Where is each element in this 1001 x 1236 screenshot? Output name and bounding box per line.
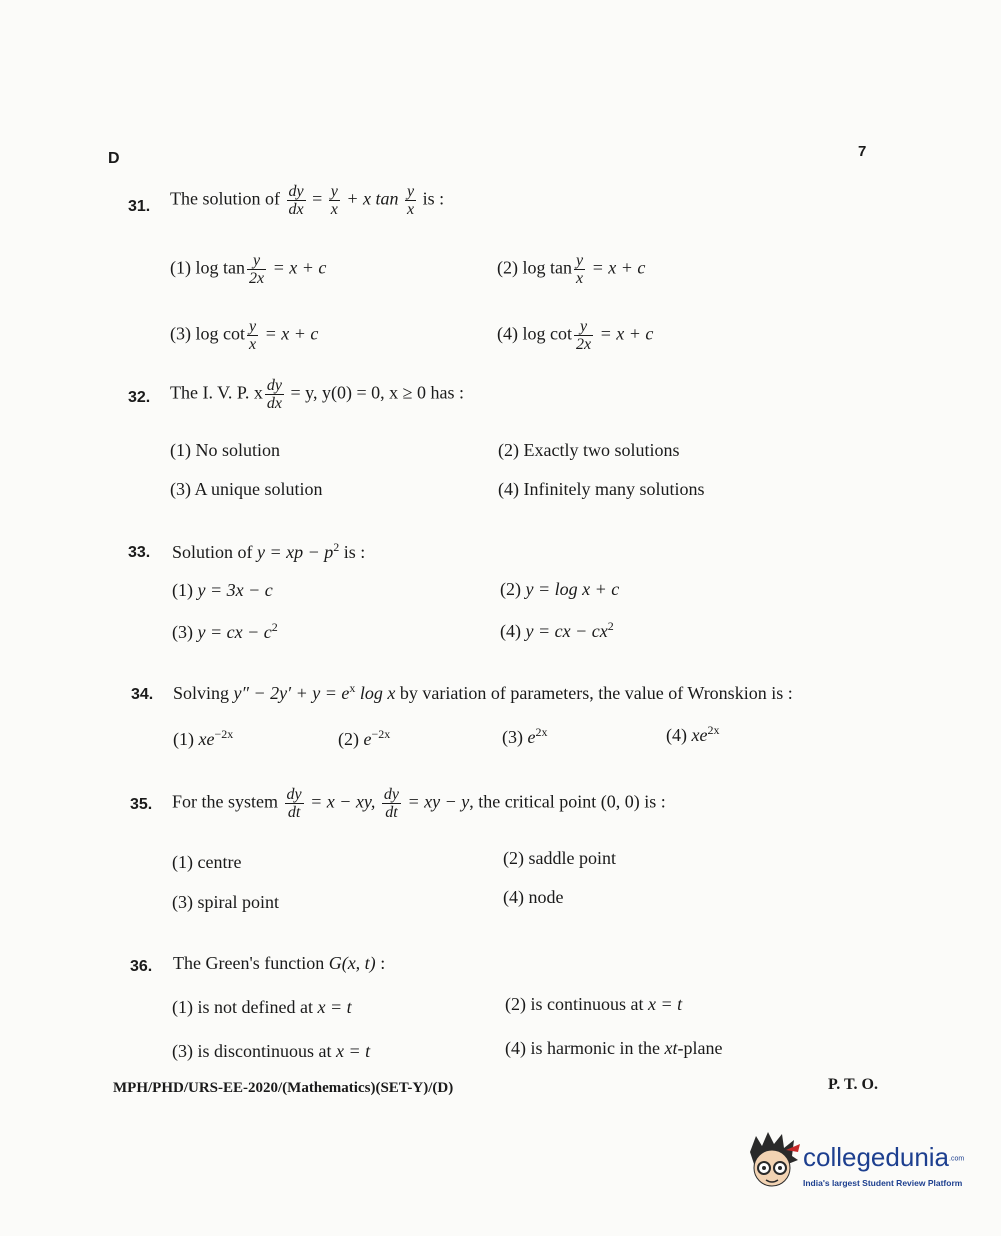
option: (1) log tan $\frac{y}{2x}$ = x + c (170, 252, 327, 287)
option: (4) $xe^{2x}$ (666, 723, 720, 745)
option: (2) is continuous at x = t (505, 994, 683, 1014)
option: (3) A unique solution (170, 479, 323, 499)
question-number: 35. (130, 796, 153, 813)
question-text: The Green's function G(x, t) : (173, 953, 386, 973)
question-text: The solution of $\frac{dy}{dx}$ = $\frac{y}{x}$ + x tan $\frac{y}{x}$ is : (170, 183, 445, 218)
brand-tagline: India's largest Student Review Platform (803, 1178, 963, 1188)
option: (2) log tan $\frac{y}{x}$ = x + c (497, 252, 646, 287)
question-text: The I. V. P. x $\frac{dy}{dx}$ = y, y(0) = 0, x ≥ 0 has : (170, 377, 464, 412)
question-number: 33. (128, 544, 151, 561)
pto-label: P. T. O. (828, 1076, 878, 1093)
option: (3) log cot $\frac{y}{x}$ = x + c (170, 318, 319, 353)
option: (3) $e^{2x}$ (502, 725, 548, 747)
option: (2) saddle point (503, 848, 616, 868)
question-number: 32. (128, 389, 151, 406)
question-number: 34. (131, 686, 154, 703)
option: (1) No solution (170, 440, 281, 460)
option: (2) $e^{-2x}$ (338, 727, 391, 749)
option: (4) node (503, 887, 564, 907)
question-number: 36. (130, 958, 153, 975)
page-number: 7 (858, 143, 867, 160)
option: (1) $xe^{-2x}$ (173, 727, 234, 749)
brand-name: collegedunia.com (803, 1142, 965, 1172)
option: (2) y = log x + c (500, 579, 620, 599)
option: (4) Infinitely many solutions (498, 479, 705, 499)
option: (1) y = 3x − c (172, 580, 273, 600)
option: (3) is discontinuous at x = t (172, 1041, 371, 1061)
option: (4) is harmonic in the xt-plane (505, 1038, 723, 1058)
option: (3) spiral point (172, 892, 279, 912)
option: (1) is not defined at x = t (172, 997, 352, 1017)
option: (2) Exactly two solutions (498, 440, 680, 460)
option: (4) y = cx − $cx^2$ (500, 619, 614, 641)
question-text: Solution of y = xp − $p^2$ is : (172, 540, 366, 562)
set-letter: D (108, 150, 120, 167)
option: (3) y = cx − $c^2$ (172, 620, 278, 642)
option: (4) log cot $\frac{y}{2x}$ = x + c (497, 318, 654, 353)
paper-code: MPH/PHD/URS-EE-2020/(Mathematics)(SET-Y)/(D) (113, 1080, 454, 1096)
option: (1) centre (172, 852, 242, 872)
question-text: For the system $\frac{dy}{dt}$ = x − xy, $\frac{dy}{dt}$ = xy − y, the critical point (0, 0) is : (172, 786, 666, 821)
question-number: 31. (128, 198, 151, 215)
collegedunia-mascot-icon (742, 1130, 802, 1198)
question-text: Solving $y'' - 2y' + y = e^x$ log x by variation of parameters, the value of Wronskion is : (173, 681, 793, 703)
